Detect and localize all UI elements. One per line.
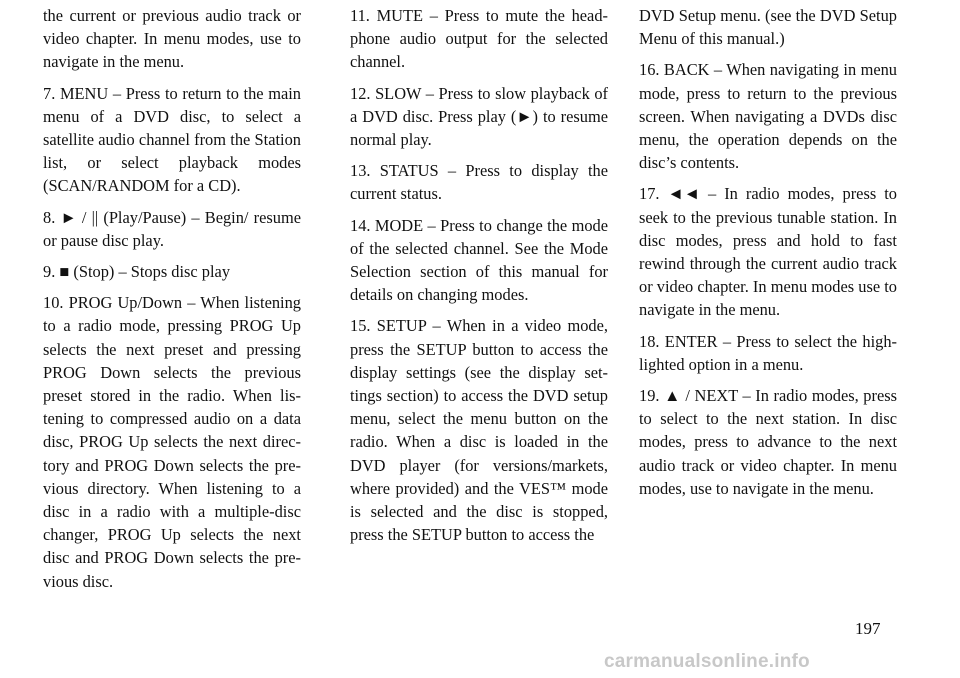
paragraph: 19. ▲ / NEXT – In radio modes, press to select to the next station. In disc modes, press to advance to the next audio track or video chapter. In menu modes, use to navigate in the menu. <box>639 386 897 498</box>
paragraph: 17. ◄◄ – In radio modes, press to seek to the previous tunable station. In disc modes, press and hold to fast rewind through the current audio track or video chapter. In menu modes use to navigate in the menu. <box>639 184 897 320</box>
paragraph: 11. MUTE – Press to mute the headphone audio output for the selected channel. <box>350 6 608 72</box>
text-column-2 <box>350 4 608 554</box>
paragraph: 10. PROG Up/Down – When listening to a radio mode, pressing PROG Up selects the next preset and pressing PROG Down selects the previous preset stored in the radio. When listening to compressed audio on a data disc, PROG Up selects the next directory and PROG Down selects the previous directory. When listening to a disc in a radio with a multiple-disc changer, PROG Up selects the next disc and PROG Down selects the previous disc. <box>43 293 301 591</box>
paragraph: 15. SETUP – When in a video mode, press the SETUP button to access the display settings (see the display settings section) to access the DVD setup menu, select the menu button on the radio. When a disc is loaded in the DVD player (for versions/markets, where provided) and the VES™ mode is selected and the disc is stopped, press the SETUP button to access the <box>350 316 608 545</box>
paragraph: 14. MODE – Press to change the mode of the selected channel. See the Mode Selection section of this manual for details on changing modes. <box>350 215 608 305</box>
paragraph: DVD Setup menu. (see the DVD Setup Menu of this manual.) <box>639 6 897 49</box>
paragraph: 8. ► / || (Play/Pause) – Begin/ resume or pause disc play. <box>43 207 301 250</box>
paragraph: 16. BACK – When navigating in menu mode, press to return to the previous screen. When navigating a DVDs disc menu, the operation depends on the disc’s contents. <box>639 60 897 173</box>
paragraph: 7. MENU – Press to return to the main menu of a DVD disc, to select a satellite audio channel from the Station list, or select playback modes (SCAN/RANDOM for a CD). <box>43 83 301 196</box>
text-column-3 <box>639 4 897 508</box>
paragraph: 9. ■ (Stop) – Stops disc play <box>43 262 231 282</box>
watermark: carmanualsonline.info <box>604 651 810 672</box>
paragraph: 12. SLOW – Press to slow playback of a DVD disc. Press play (►) to resume normal play. <box>350 83 608 150</box>
paragraph: 13. STATUS – Press to display the current status. <box>350 161 608 204</box>
page-number: 197 <box>855 619 881 638</box>
paragraph: the current or previous audio track or video chapter. In menu modes, use to navigate in the menu. <box>43 6 301 72</box>
paragraph: 18. ENTER – Press to select the highlighted option in a menu. <box>639 331 897 374</box>
text-column-1 <box>43 4 301 601</box>
